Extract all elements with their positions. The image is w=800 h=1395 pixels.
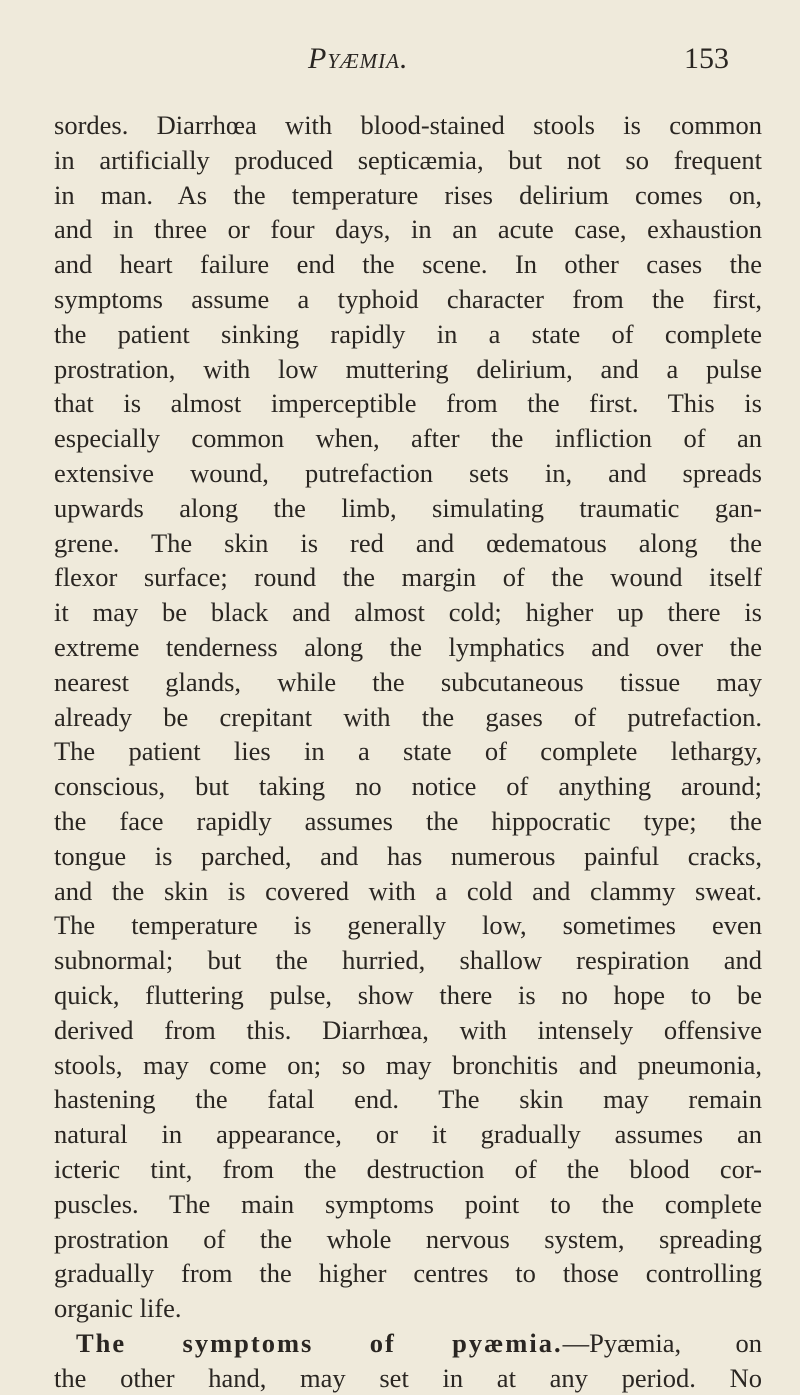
- text-line: quick, fluttering pulse, show there is no hope to be: [54, 979, 762, 1010]
- text-line: hastening the fatal end. The skin may remain: [54, 1084, 762, 1115]
- text-line: sordes. Diarrhœa with blood-stained stools is common: [54, 110, 762, 140]
- text-line: The patient lies in a state of complete lethargy,: [54, 736, 762, 767]
- text-line: the other hand, may set in at any period. No: [54, 1362, 762, 1393]
- text-line: in artificially produced septicæmia, but not so frequent: [54, 144, 762, 175]
- text-line: stools, may come on; so may bronchitis and pneumonia,: [54, 1049, 762, 1080]
- text-line: in man. As the temperature rises delirium comes on,: [54, 179, 762, 210]
- text-line: and the skin is covered with a cold and clammy sweat.: [54, 875, 762, 906]
- text-line: and in three or four days, in an acute case, exhaustion: [54, 214, 762, 245]
- section-heading-line: [54, 1326, 762, 1361]
- text-line: and heart failure end the scene. In other cases the: [54, 249, 762, 280]
- text-line: organic life.: [54, 1293, 182, 1324]
- page-number: 153: [684, 42, 729, 75]
- text-line: especially common when, after the infliction of an: [54, 423, 762, 454]
- section-heading-continuation: —Pyæmia, on: [562, 1327, 762, 1358]
- text-line: derived from this. Diarrhœa, with intensely offensive: [54, 1014, 762, 1045]
- text-line: upwards along the limb, simulating traumatic gan-: [54, 492, 762, 523]
- text-line: subnormal; but the hurried, shallow respiration and: [54, 945, 762, 976]
- section-heading: The symptoms of pyæmia.: [76, 1327, 563, 1358]
- text-line: natural in appearance, or it gradually assumes an: [54, 1119, 762, 1150]
- text-line: flexor surface; round the margin of the wound itself: [54, 562, 762, 593]
- text-line: puscles. The main symptoms point to the complete: [54, 1188, 762, 1219]
- text-line: nearest glands, while the subcutaneous tissue may: [54, 666, 762, 697]
- running-title: Pyæmia.: [308, 42, 409, 75]
- text-line: the patient sinking rapidly in a state of complete: [54, 318, 762, 349]
- text-line: The temperature is generally low, sometimes even: [54, 910, 762, 941]
- text-line: extreme tenderness along the lymphatics and over the: [54, 631, 762, 662]
- text-line: the face rapidly assumes the hippocratic type; the: [54, 805, 762, 836]
- text-line: prostration, with low muttering delirium, and a pulse: [54, 353, 762, 384]
- body-text: [54, 108, 762, 1395]
- text-line: extensive wound, putrefaction sets in, and spreads: [54, 457, 762, 488]
- text-line: it may be black and almost cold; higher up there is: [54, 597, 762, 628]
- text-line: symptoms assume a typhoid character from the first,: [54, 283, 762, 314]
- running-head: [0, 42, 800, 82]
- text-line: tongue is parched, and has numerous painful cracks,: [54, 840, 762, 871]
- text-line: icteric tint, from the destruction of the blood cor-: [54, 1153, 762, 1184]
- text-line: conscious, but taking no notice of anything around;: [54, 771, 762, 802]
- text-line: that is almost imperceptible from the first. This is: [54, 388, 762, 419]
- text-line: already be crepitant with the gases of putrefaction.: [54, 701, 762, 732]
- text-line: grene. The skin is red and œdematous along the: [54, 527, 762, 558]
- text-line: gradually from the higher centres to those controlling: [54, 1258, 762, 1289]
- text-line: prostration of the whole nervous system, spreading: [54, 1223, 762, 1254]
